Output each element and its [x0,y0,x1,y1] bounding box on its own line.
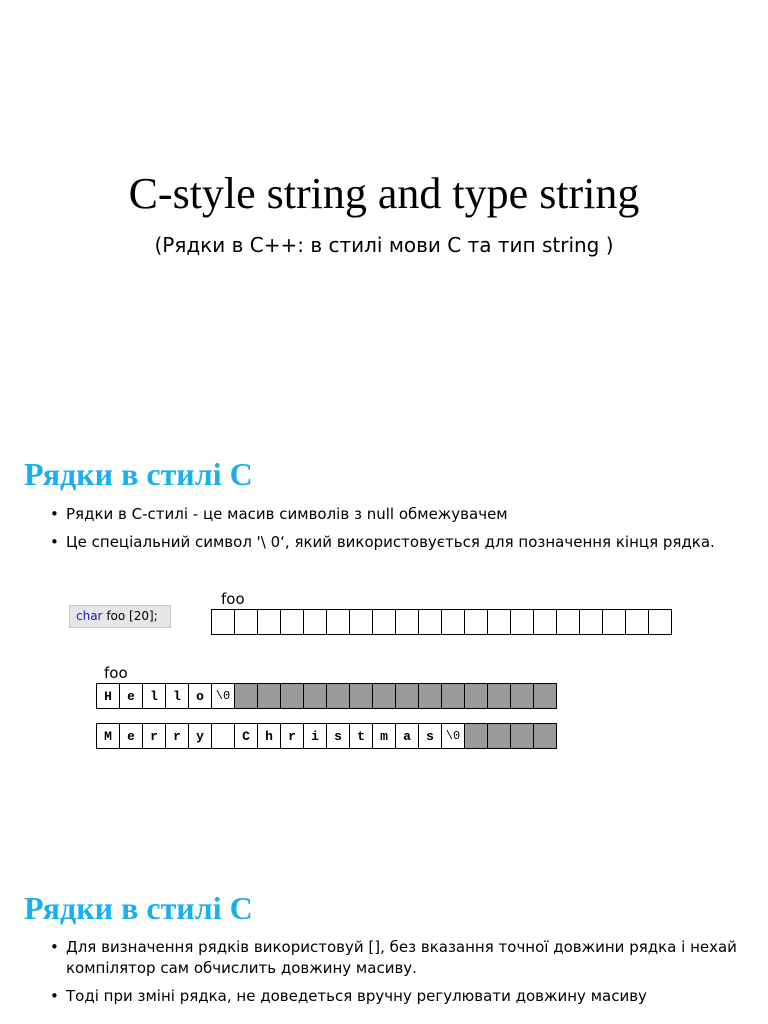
array-cell [395,683,419,709]
slide-title: C-style string and type string [128,169,640,218]
array-cell [510,683,534,709]
array-cell: h [257,723,281,749]
array-cell [372,683,396,709]
array-cell [257,609,281,635]
array-cell: C [234,723,258,749]
array-cell: H [96,683,120,709]
array-cell: e [119,723,143,749]
array-cell [487,609,511,635]
array-cell [533,723,557,749]
array-cell [303,683,327,709]
array-cell [533,683,557,709]
array-cell: r [165,723,189,749]
array-cell: l [142,683,166,709]
array-cell [464,723,488,749]
bullet-item: • Це спеціальний символ '\ 0‘, який використовується для позначення кінця рядка. [50,532,740,553]
array-cell [510,609,534,635]
array-cell: s [326,723,350,749]
array-label-bottom: foo [104,664,128,682]
array-cell [487,723,511,749]
array-cell [487,683,511,709]
merry-christmas-char-array [96,723,557,749]
array-cell [533,609,557,635]
array-cell [464,609,488,635]
array-cell [602,609,626,635]
array-cell [211,723,235,749]
array-cell [648,609,672,635]
slide-subtitle: (Рядки в С++: в стилі мови С та тип string ) [154,233,614,257]
bullet-list-2 [50,937,740,1014]
hello-char-array [96,683,557,709]
bullet-item: • Тоді при зміні рядка, не доведеться вручну регулювати довжину масиву [50,986,740,1007]
array-cell: l [165,683,189,709]
array-cell: a [395,723,419,749]
array-cell [349,683,373,709]
array-cell: i [303,723,327,749]
code-declaration: foo [20]; [102,609,158,623]
array-cell [441,683,465,709]
array-cell [303,609,327,635]
array-cell [510,723,534,749]
section-heading-2: Рядки в стилі С [24,890,253,926]
array-cell [625,609,649,635]
array-cell: y [188,723,212,749]
array-cell [464,683,488,709]
array-cell [234,683,258,709]
array-cell: r [142,723,166,749]
bullet-item: • Рядки в C-стилі - це масив символів з null обмежувачем [50,504,740,525]
array-cell: m [372,723,396,749]
array-cell: \0 [211,683,235,709]
array-cell: t [349,723,373,749]
array-cell [395,609,419,635]
array-cell [372,609,396,635]
code-keyword: char [76,609,103,623]
array-cell [211,609,235,635]
array-label-top: foo [221,590,245,608]
bullet-item: • Для визначення рядків використовуй [], без вказання точної довжини рядка і нехай компілятор сам обчислить довжину масиву. [50,937,740,979]
array-cell [418,683,442,709]
array-cell [257,683,281,709]
array-cell [326,683,350,709]
array-cell: o [188,683,212,709]
array-cell [556,609,580,635]
array-cell [280,683,304,709]
array-cell: s [418,723,442,749]
array-cell [326,609,350,635]
section-heading-1: Рядки в стилі С [24,456,253,492]
array-cell [418,609,442,635]
array-cell [579,609,603,635]
array-cell [280,609,304,635]
array-cell [441,609,465,635]
empty-char-array [211,609,672,635]
code-snippet [69,605,171,628]
array-cell [234,609,258,635]
bullet-list-1 [50,504,740,560]
array-cell: \0 [441,723,465,749]
array-cell [349,609,373,635]
array-cell: e [119,683,143,709]
array-cell: M [96,723,120,749]
array-cell: r [280,723,304,749]
